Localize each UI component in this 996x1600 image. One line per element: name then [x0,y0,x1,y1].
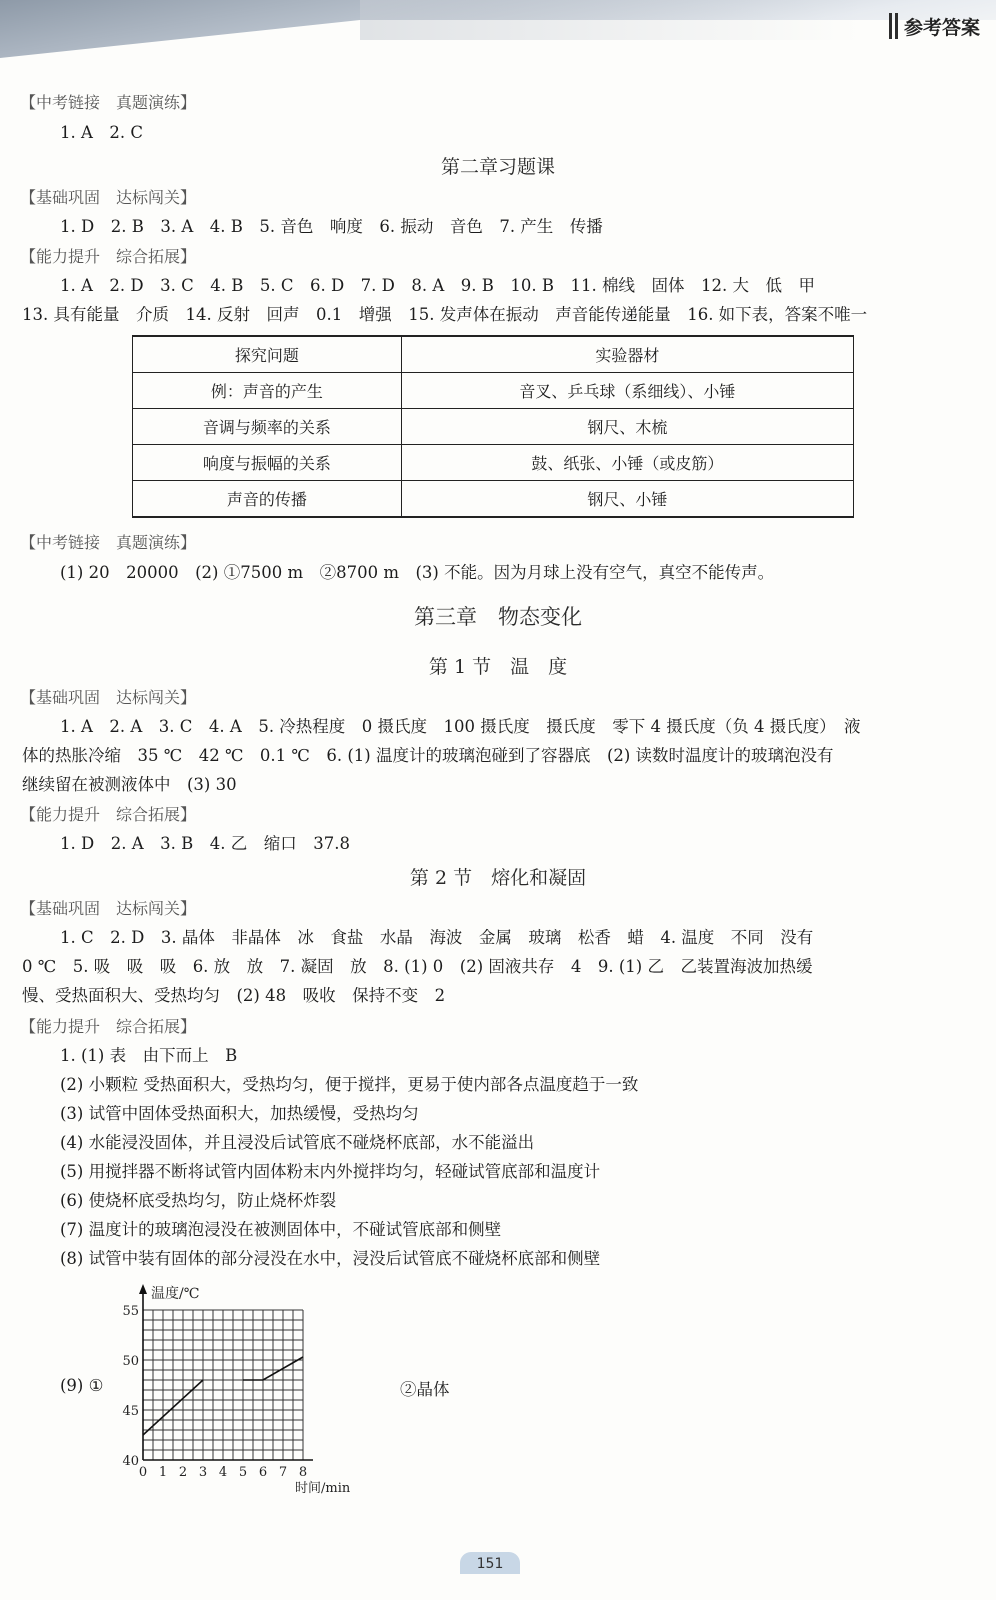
table-cell: 声音的传播 [133,481,402,518]
y-tick-label: 50 [122,1354,139,1369]
answers-line: 1. C 2. D 3. 晶体 非晶体 冰 食盐 水晶 海波 金属 玻璃 松香 蜡 4. 温度 不同 没有 [60,928,814,947]
table-row [133,409,854,445]
answers-line: 继续留在被测液体中 (3) 30 [22,775,237,794]
section-tag-zhongkao: 【中考链接 真题演练】 [20,533,197,552]
answers-line: (1) 20 20000 (2) ①7500 m ②8700 m (3) 不能。因为月球上没有空气，真空不能传声。 [60,563,775,582]
x-tick-label: 7 [278,1465,288,1480]
chapter3-title: 第三章 物态变化 [414,605,582,629]
y-tick-label: 40 [122,1454,139,1469]
section-tag-nengli: 【能力提升 综合拓展】 [20,1017,197,1036]
answers-line: 慢、受热面积大、受热均匀 (2) 48 吸收 保持不变 2 [22,986,446,1005]
x-axis-label: 时间/min [295,1481,351,1495]
answers-line: 1. D 2. A 3. B 4. 乙 缩口 37.8 [60,834,350,853]
x-tick-label: 5 [238,1465,248,1480]
header-bars [889,13,898,39]
answers-line: 体的热胀冷缩 35 ℃ 42 ℃ 0.1 ℃ 6. (1) 温度计的玻璃泡碰到了容器底 (2) 读数时温度计的玻璃泡没有 [22,746,834,765]
temperature-time-graph [113,1280,373,1495]
x-tick-label: 0 [138,1465,148,1480]
experiment-table [132,335,854,518]
answers-line: 13. 具有能量 介质 14. 反射 回声 0.1 增强 15. 发声体在振动 声音能传递能量 16. 如下表，答案不唯一 [22,305,868,324]
chapter2-review-title: 第二章习题课 [440,156,555,178]
header-fade [360,0,860,40]
y-axis-arrow [139,1284,147,1294]
table-header-row [133,336,854,373]
answers-line: (6) 使烧杯底受热均匀，防止烧杯炸裂 [60,1191,337,1210]
table-row [133,481,854,518]
section1-title: 第 1 节 温 度 [428,656,568,678]
y-tick-label: 45 [122,1404,139,1419]
table-cell: 钢尺、木梳 [401,409,853,445]
answers-line: 1. A 2. D 3. C 4. B 5. C 6. D 7. D 8. A 9. B 10. B 11. 棉线 固体 12. 大 低 甲 [60,276,815,295]
section2-title: 第 2 节 熔化和凝固 [409,867,587,889]
answers-line: 1. A 2. C [60,123,144,142]
q9-answer: ②晶体 [400,1380,450,1399]
table-cell: 音叉、乒乓球（系细线）、小锤 [401,373,853,409]
answers-line: (8) 试管中装有固体的部分浸没在水中，浸没后试管底不碰烧杯底部和侧壁 [60,1249,601,1268]
section-tag-nengli: 【能力提升 综合拓展】 [20,247,197,266]
answers-line: 0 ℃ 5. 吸 吸 吸 6. 放 放 7. 凝固 放 8. (1) 0 (2) 固液共存 4 9. (1) 乙 乙装置海波加热缓 [22,957,813,976]
y-tick-label: 55 [122,1304,139,1319]
answers-line: (7) 温度计的玻璃泡浸没在被测固体中，不碰试管底部和侧壁 [60,1220,502,1239]
q9-label: (9) ① [60,1376,104,1395]
x-tick-label: 1 [158,1465,168,1480]
x-tick-label: 6 [258,1465,268,1480]
x-tick-label: 4 [218,1465,228,1480]
x-tick-label: 8 [298,1465,308,1480]
table-row [133,373,854,409]
table-cell: 钢尺、小锤 [401,481,853,518]
page-number: 151 [460,1552,520,1574]
table-cell: 例：声音的产生 [133,373,402,409]
section-tag-zhongkao: 【中考链接 真题演练】 [20,93,197,112]
answers-line: (3) 试管中固体受热面积大，加热缓慢，受热均匀 [60,1104,419,1123]
answers-line: 1. (1) 表 由下而上 B [60,1046,238,1065]
table-cell: 响度与振幅的关系 [133,445,402,481]
header-title: 参考答案 [903,16,980,39]
answers-line: (5) 用搅拌器不断将试管内固体粉末内外搅拌均匀，轻碰试管底部和温度计 [60,1162,601,1181]
answers-line: 1. A 2. A 3. C 4. A 5. 冷热程度 0 摄氏度 100 摄氏度 摄氏度 零下 4 摄氏度（负 4 摄氏度） 液 [60,717,861,736]
section-tag-jichu: 【基础巩固 达标闯关】 [20,899,197,918]
table-header-cell: 探究问题 [133,336,402,373]
table-cell: 鼓、纸张、小锤（或皮筋） [401,445,853,481]
table-header-cell: 实验器材 [401,336,853,373]
x-tick-label: 3 [198,1465,208,1480]
table-cell: 音调与频率的关系 [133,409,402,445]
answers-line: 1. D 2. B 3. A 4. B 5. 音色 响度 6. 振动 音色 7. 产生 传播 [60,217,603,236]
header-label [889,10,980,42]
table-row [133,445,854,481]
section-tag-jichu: 【基础巩固 达标闯关】 [20,688,197,707]
section-tag-jichu: 【基础巩固 达标闯关】 [20,188,197,207]
x-tick-label: 2 [178,1465,188,1480]
y-axis-label: 温度/℃ [151,1286,200,1302]
answers-line: (2) 小颗粒 受热面积大，受热均匀，便于搅拌，更易于使内部各点温度趋于一致 [60,1075,639,1094]
answers-line: (4) 水能浸没固体，并且浸没后试管底不碰烧杯底部，水不能溢出 [60,1133,535,1152]
section-tag-nengli: 【能力提升 综合拓展】 [20,805,197,824]
